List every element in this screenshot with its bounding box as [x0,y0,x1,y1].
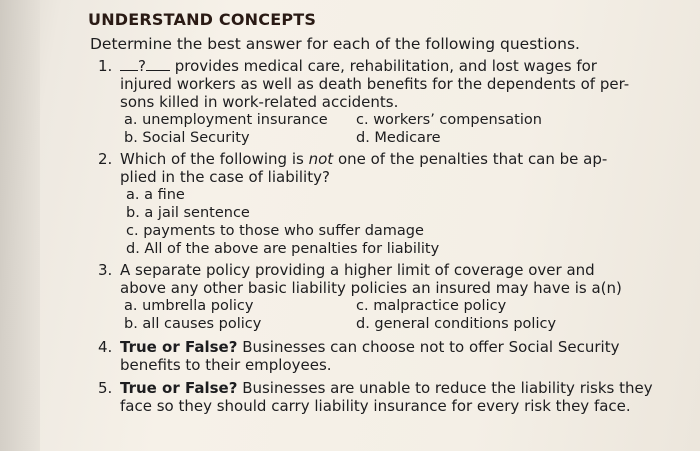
instructions: Determine the best answer for each of the following questions. [90,35,580,53]
question-text: Which of the following is [120,150,309,168]
question-number: 4. [98,338,113,356]
option-d: d. general conditions policy [356,316,557,332]
emphasis-not: not [308,150,334,168]
question-text: Businesses are unable to reduce the liability risks they [237,379,653,397]
option-c: c. workers’ compensation [356,112,542,128]
page-gutter-shadow [0,0,40,459]
answer-blank: ? [120,57,170,75]
option-a: a. umbrella policy [124,298,254,314]
option-b: b. a jail sentence [126,205,250,221]
option-c: c. malpractice policy [356,298,507,314]
option-d: d. Medicare [356,130,441,146]
question-number: 3. [98,261,113,279]
question-text-cont: one of the penalties that can be ap- [333,150,608,168]
option-a: a. unemployment insurance [124,112,328,128]
question-text: provides medical care, rehabilitation, and lost wages for [174,57,597,75]
question-number: 1. [98,57,113,75]
true-false-label: True or False? [120,379,238,397]
option-d: d. All of the above are penalties for liability [126,241,440,257]
question-text-line: injured workers as well as death benefits for the dependents of per- [120,75,630,93]
question-text-line: benefits to their employees. [120,356,332,374]
question-5 [88,379,688,415]
option-b: b. all causes policy [124,316,262,332]
answer-options [124,297,688,333]
option-a: a. a fine [126,187,185,203]
option-c: c. payments to those who suffer damage [126,223,424,239]
content-area [88,10,688,415]
question-text-line: sons killed in work-related accidents. [120,93,399,111]
question-1 [88,57,688,147]
question-3 [88,261,688,333]
page-bottom-edge [0,451,700,459]
question-number: 2. [98,150,113,168]
question-text: A separate policy providing a higher limit of coverage over and [120,261,595,279]
true-false-label: True or False? [120,338,238,356]
question-text-line: plied in the case of liability? [120,168,330,186]
question-text-line: face so they should carry liability insurance for every risk they face. [120,397,631,415]
answer-options [126,186,688,258]
question-number: 5. [98,379,113,397]
question-text-line: above any other basic liability policies an insured may have is a(n) [120,279,622,297]
question-4 [88,338,688,374]
question-text: Businesses can choose not to offer Social Security [237,338,620,356]
section-heading: UNDERSTAND CONCEPTS [88,10,317,29]
answer-options [124,111,688,147]
question-2 [88,150,688,258]
option-b: b. Social Security [124,130,250,146]
